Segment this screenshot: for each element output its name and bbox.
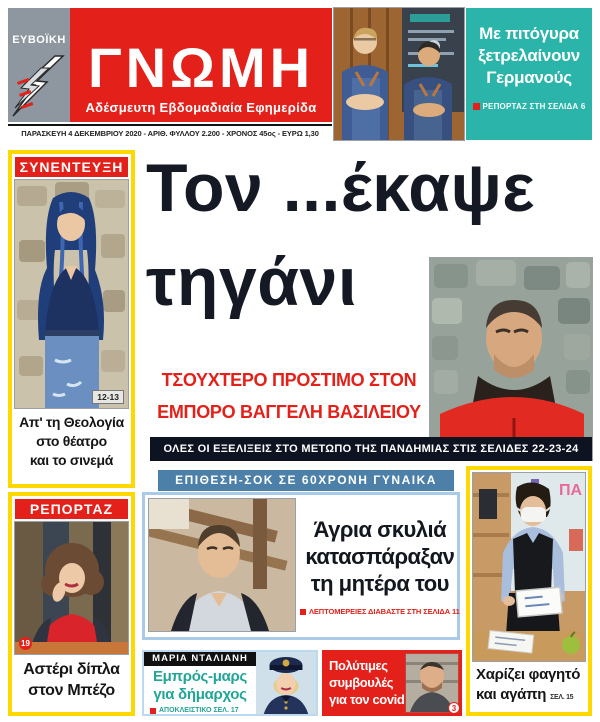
interview-caption: Απ' τη Θεολογία στο θέατρο και το σινεμά xyxy=(19,414,124,468)
mayor-name-header: ΜΑΡΙΑ ΝΤΑΛΙΑΝΗ xyxy=(144,652,256,666)
photo-chefs xyxy=(334,8,464,140)
attack-headline: Άγρια σκυλιά κατασπάραξαν τη μητέρα του xyxy=(305,517,455,596)
gyros-headline-line1: Με πιτόγυρα xyxy=(479,24,579,43)
gyros-headline-line2: ξετρελαίνουν xyxy=(478,46,580,65)
red-square-bullet xyxy=(300,609,306,615)
attack-story-box xyxy=(142,492,460,640)
charity-caption: Χαρίζει φαγητό και αγάπη ΣΕΛ. 15 xyxy=(476,666,581,703)
page-badge: 12-13 xyxy=(92,390,124,404)
charity-page-ref: ΣΕΛ. 15 xyxy=(550,694,574,701)
masthead-tagline: Αδέσμευτη Εβδομαδιαία Εφημερίδα xyxy=(85,100,317,115)
mayor-headline: Εμπρός-μαρς για δήμαρχος xyxy=(152,668,248,703)
lead-headline-line2: τηγάνι xyxy=(146,244,358,320)
masthead-title: ΓΝΩΜΗ xyxy=(87,35,315,99)
covid-page-badge: 3 xyxy=(448,702,460,714)
masthead xyxy=(8,8,332,122)
gyros-story-box xyxy=(466,8,592,140)
interview-label: ΣΥΝΕΝΤΕΥΞΗ xyxy=(15,157,128,177)
photo-interview-woman xyxy=(15,180,128,408)
interview-story-box xyxy=(8,150,135,488)
page-badge: 19 xyxy=(19,637,32,650)
lead-subhead: ΤΣΟΥΧΤΕΡΟ ΠΡΟΣΤΙΜΟ ΣΤΟΝ ΕΜΠΟΡΟ ΒΑΓΓΕΛΗ ΒΑΣΙΛΕΙΟΥ xyxy=(157,370,421,422)
lightning-icon xyxy=(11,54,67,120)
masthead-region-label: ΕΥΒΟΪΚΗ xyxy=(12,34,66,46)
lead-headline-line1: Τον ...έκαψε xyxy=(146,150,536,226)
photo-lead-man xyxy=(430,258,592,460)
report-caption: Αστέρι δίπλα στον Μπέζο xyxy=(23,661,120,699)
svg-text:ΠΑ: ΠΑ xyxy=(559,482,583,499)
attack-details-text: ΛΕΠΤΟΜΕΡΕΙΕΣ ΔΙΑΒΑΣΤΕ ΣΤΗ ΣΕΛΙΔΑ 11 xyxy=(309,607,460,616)
red-square-bullet xyxy=(150,708,156,714)
photo-report-woman xyxy=(15,522,128,654)
masthead-red-panel xyxy=(70,8,332,122)
covid-headline-line2: συμβουλές xyxy=(329,675,394,690)
masthead-dateline: ΠΑΡΑΣΚΕΥΗ 4 ΔΕΚΕΜΒΡΙΟΥ 2020 - ΑΡΙΘ. ΦΥΛΛΟΥ 2.200 - ΧΡΟΝΟΣ 45ος - ΕΥΡΩ 1,30 xyxy=(8,124,332,138)
red-square-bullet xyxy=(473,103,480,110)
masthead-gray-panel xyxy=(8,8,70,122)
photo-attack-man xyxy=(149,499,295,631)
covid-headline-line1: Πολύτιμες xyxy=(329,658,388,673)
mayor-story-box xyxy=(142,650,318,716)
covid-story-box xyxy=(322,650,462,716)
covid-headline-line3: για τον covid xyxy=(329,692,405,707)
attack-kicker: ΕΠΙΘΕΣΗ-ΣΟΚ ΣΕ 60ΧΡΟΝΗ ΓΥΝΑΙΚΑ xyxy=(158,470,454,491)
photo-charity-woman xyxy=(473,473,585,661)
pandemic-banner: ΟΛΕΣ ΟΙ ΕΞΕΛΙΞΕΙΣ ΣΤΟ ΜΕΤΩΠΟ ΤΗΣ ΠΑΝΔΗΜΙΑΣ ΣΤΙΣ ΣΕΛΙΔΕΣ 22-23-24 xyxy=(150,437,592,461)
mayor-kicker: ΑΠΟΚΛΕΙΣΤΙΚΟ ΣΕΛ. 17 xyxy=(159,707,239,714)
report-story-box xyxy=(8,492,135,716)
photo-mayor-woman xyxy=(256,652,316,714)
gyros-headline-line3: Γερμανούς xyxy=(486,68,572,87)
gyros-kicker: ΡΕΠΟΡΤΑΖ ΣΤΗ ΣΕΛΙΔΑ 6 xyxy=(482,102,586,111)
charity-story-box xyxy=(466,466,592,716)
report-label: ΡΕΠΟΡΤΑΖ xyxy=(15,499,128,519)
